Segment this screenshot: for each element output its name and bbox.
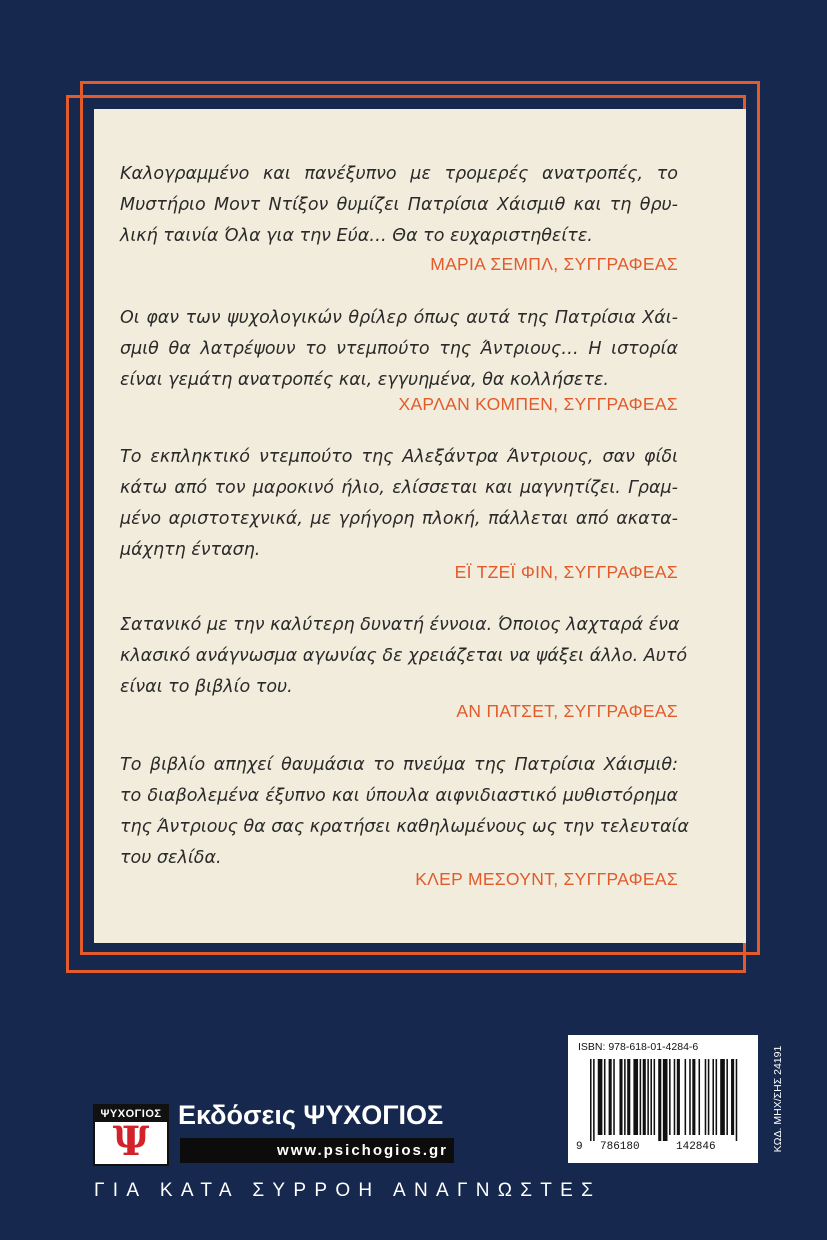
barcode-bar — [613, 1059, 615, 1135]
psi-icon: Ψ — [112, 1118, 150, 1165]
review-quote-4 — [120, 610, 688, 703]
barcode-bar — [708, 1059, 710, 1135]
barcode-bar — [658, 1059, 661, 1141]
barcode-bar — [609, 1059, 612, 1135]
barcode-bar — [590, 1059, 592, 1141]
barcode-bar — [692, 1059, 695, 1135]
barcode-bar — [627, 1059, 630, 1135]
review-quote-2 — [120, 303, 678, 396]
publisher-name: Εκδόσεις ΨΥΧΟΓΙΟΣ — [178, 1100, 444, 1130]
logo-wordmark: ΨΥΧΟΓΙΟΣ — [95, 1106, 167, 1122]
barcode-bar — [604, 1059, 606, 1135]
quote-line: μάχητη ένταση. — [120, 540, 261, 560]
barcode-digits-right: 142846 — [676, 1141, 716, 1153]
barcode-bar — [654, 1059, 656, 1135]
quote-line: λική ταινία Όλα για την Εύα… Θα το ευχαριστηθείτε. — [120, 226, 593, 246]
barcode-bar — [624, 1059, 626, 1135]
barcode-bars — [586, 1059, 740, 1141]
review-author-4: ΑΝ ΠΑΤΣΕΤ, ΣΥΓΓΡΑΦΕΑΣ — [456, 701, 678, 721]
review-quote-1 — [120, 159, 678, 252]
review-author-5: ΚΛΕΡ ΜΕΣΟΥΝΤ, ΣΥΓΓΡΑΦΕΑΣ — [415, 869, 678, 889]
barcode-digit-lead: 9 — [576, 1141, 583, 1153]
publisher-tagline: ΓΙΑ ΚΑΤΑ ΣΥΡΡΟΗ ΑΝΑΓΝΩΣΤΕΣ — [94, 1180, 602, 1201]
barcode-bar — [643, 1059, 646, 1135]
review-quote-3 — [120, 442, 678, 566]
quote-line: της Άντριους θα σας κρατήσει καθηλωμένους ως την τελευταία — [120, 817, 689, 837]
review-quote-5 — [120, 750, 689, 874]
quote-line: Μυστήριο Μοντ Ντίξον θυμίζει Πατρίσια Χάισμιθ και τη θρυ- — [120, 195, 678, 215]
quote-line: είναι το βιβλίο του. — [120, 677, 293, 697]
barcode-bar — [726, 1059, 728, 1135]
isbn-label: ISBN: 978-618-01-4284-6 — [578, 1041, 699, 1053]
quote-line: Σατανικό με την καλύτερη δυνατή έννοια. Όποιος λαχταρά ένα — [120, 615, 680, 635]
quote-line: κάτω από τον μαροκινό ήλιο, ελίσσεται και μαγνητίζει. Γραμ- — [120, 478, 678, 498]
quote-line: Καλογραμμένο και πανέξυπνο με τρομερές ανατροπές, το — [120, 164, 678, 184]
quote-line: Το βιβλίο απηχεί θαυμάσια το πνεύμα της Πατρίσια Χάισμιθ: — [120, 755, 678, 775]
review-author-2: ΧΑΡΛΑΝ ΚΟΜΠΕΝ, ΣΥΓΓΡΑΦΕΑΣ — [398, 394, 678, 414]
barcode-digits-left: 786180 — [600, 1141, 640, 1153]
barcode-bar — [650, 1059, 652, 1135]
barcode-bar — [619, 1059, 622, 1135]
barcode-bar — [705, 1059, 707, 1135]
barcode — [568, 1035, 758, 1163]
barcode-bar — [685, 1059, 687, 1135]
barcode-bar — [677, 1059, 680, 1135]
quote-line: κλασικό ανάγνωσμα αγωνίας δε χρειάζεται να ψάξει άλλο. Αυτό — [120, 646, 688, 666]
product-code — [768, 1035, 788, 1163]
quote-line: είναι γεμάτη ανατροπές και, εγγυημένα, θα κολλήσετε. — [120, 370, 609, 390]
barcode-bar — [716, 1059, 718, 1135]
barcode-bar — [699, 1059, 701, 1135]
barcode-bar — [669, 1059, 671, 1135]
publisher-url: www.psichogios.gr — [180, 1138, 454, 1163]
barcode-bar — [593, 1059, 595, 1141]
review-author-1: ΜΑΡΙΑ ΣΕΜΠΛ, ΣΥΓΓΡΑΦΕΑΣ — [430, 254, 678, 274]
barcode-bar — [598, 1059, 603, 1135]
barcode-bar — [663, 1059, 668, 1141]
quote-line: Το εκπληκτικό ντεμπούτο της Αλεξάντρα Άντριους, σαν φίδι — [120, 447, 678, 467]
quote-line: σμιθ θα λατρέψουν το ντεμπούτο της Άντριους… Η ιστορία — [120, 339, 678, 359]
barcode-bar — [674, 1059, 676, 1135]
quote-line: μένο αριστοτεχνικά, με γρήγορη πλοκή, πάλλεται από ακατα- — [120, 509, 678, 529]
barcode-bar — [712, 1059, 714, 1135]
barcode-bar — [720, 1059, 725, 1135]
barcode-bar — [647, 1059, 649, 1135]
barcode-bar — [633, 1059, 638, 1135]
review-author-3: ΕΪ ΤΖΕΪ ΦΙΝ, ΣΥΓΓΡΑΦΕΑΣ — [454, 562, 678, 582]
barcode-bar — [689, 1059, 691, 1135]
quote-line: του σελίδα. — [120, 848, 222, 868]
quote-line: Οι φαν των ψυχολογικών θρίλερ όπως αυτά της Πατρίσια Χάι- — [120, 308, 678, 328]
publisher-logo — [93, 1104, 169, 1166]
barcode-bar — [736, 1059, 738, 1141]
barcode-bar — [640, 1059, 642, 1135]
quote-line: το διαβολεμένα έξυπνο και ύπουλα αιφνιδιαστικό μυθιστόρημα — [120, 786, 678, 806]
barcode-bar — [731, 1059, 734, 1135]
product-code-text: ΚΩΔ. ΜΗΧ/ΣΗΣ 24191 — [772, 1045, 784, 1153]
